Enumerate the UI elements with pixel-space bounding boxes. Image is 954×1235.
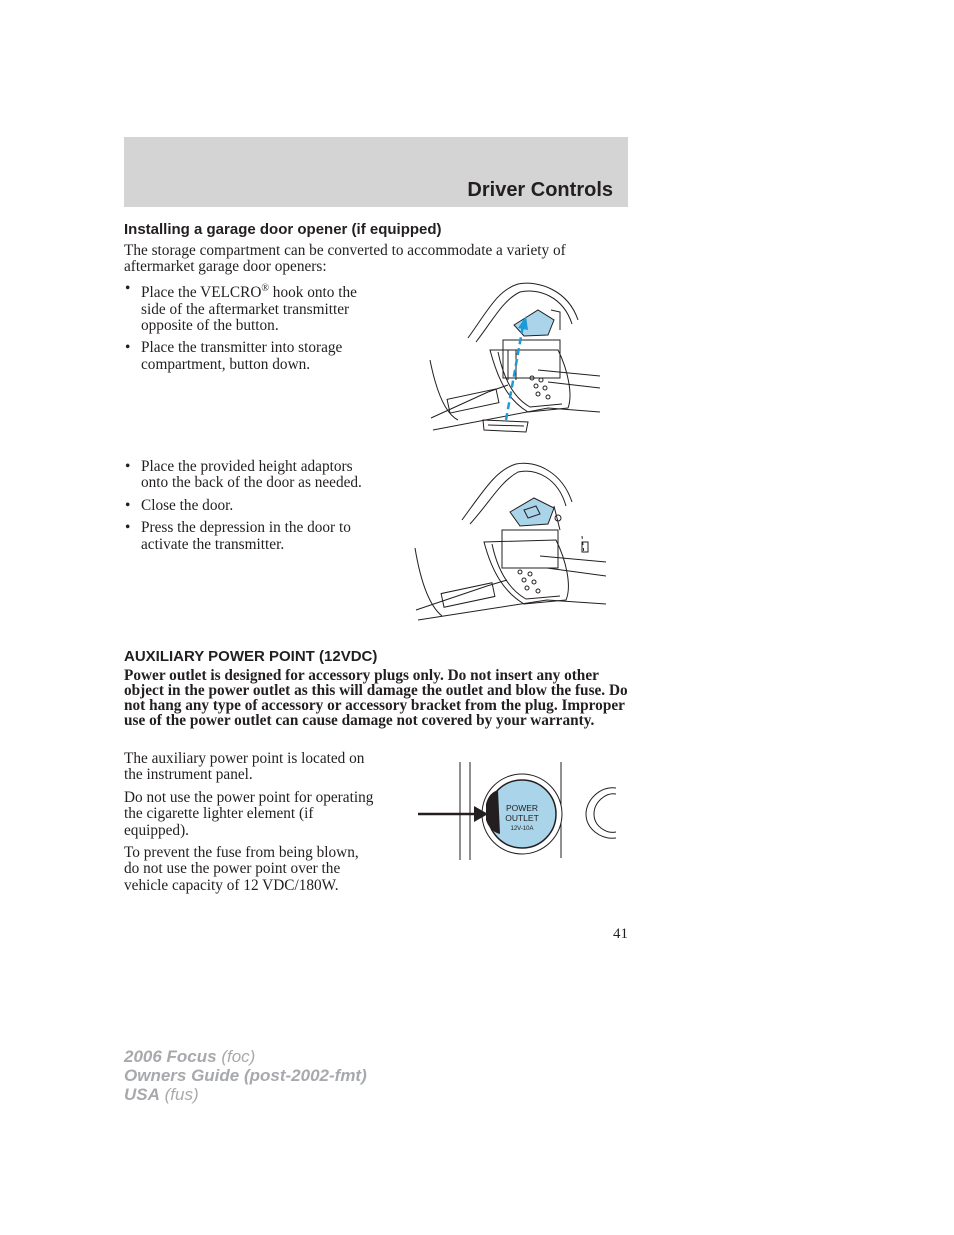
header-band <box>124 137 628 207</box>
bullet-list-install <box>124 281 376 379</box>
aux-paragraph-location: The auxiliary power point is located on the instrument panel. <box>124 750 365 784</box>
aux-power-heading: AUXILIARY POWER POINT (12VDC) <box>124 648 378 665</box>
list-item: • Place the provided height adaptors onto the back of the door as needed. <box>124 459 376 492</box>
list-item: • Place the transmitter into storage compartment, button down. <box>124 340 376 373</box>
transmitter-door-illustration <box>412 460 608 622</box>
list-item: • Place the VELCRO® hook onto the side of the aftermarket transmitter opposite of the button. <box>124 281 376 334</box>
aux-paragraph-fuse: To prevent the fuse from being blown, do not use the power point over the vehicle capacity of 12 VDC/180W. <box>124 844 359 894</box>
garage-opener-heading: Installing a garage door opener (if equipped) <box>124 221 442 238</box>
list-item: • Press the depression in the door to activate the transmitter. <box>124 520 376 553</box>
footer: 2006 Focus (foc) Owners Guide (post-2002-fmt) USA (fus) <box>124 1047 367 1104</box>
list-item: • Close the door. <box>124 498 376 514</box>
pointer-arrow-icon <box>418 806 488 822</box>
warning-text: Power outlet is designed for accessory plugs only. Do not insert any other object in the power outlet as this will damage the outlet and blow the fuse. Do not hang any type of accessory or accessory bracket from the plug. Improper use of the power outlet can cause damage not covered by your warranty. <box>124 667 628 729</box>
section-title: Driver Controls <box>467 179 613 201</box>
page-number: 41 <box>613 926 628 942</box>
power-outlet-illustration <box>416 760 620 862</box>
garage-intro: The storage compartment can be converted to accommodate a variety of aftermarket garage door openers: <box>124 242 566 276</box>
outlet-label-power: POWER <box>505 803 539 813</box>
bullet-list-adaptors <box>124 459 376 559</box>
aux-paragraph-lighter: Do not use the power point for operating the cigarette lighter element (if equipped). <box>124 789 374 839</box>
outlet-label-rating: 12V-10A <box>510 826 534 832</box>
storage-compartment-illustration <box>428 280 604 440</box>
outlet-label-outlet: OUTLET <box>505 813 539 823</box>
